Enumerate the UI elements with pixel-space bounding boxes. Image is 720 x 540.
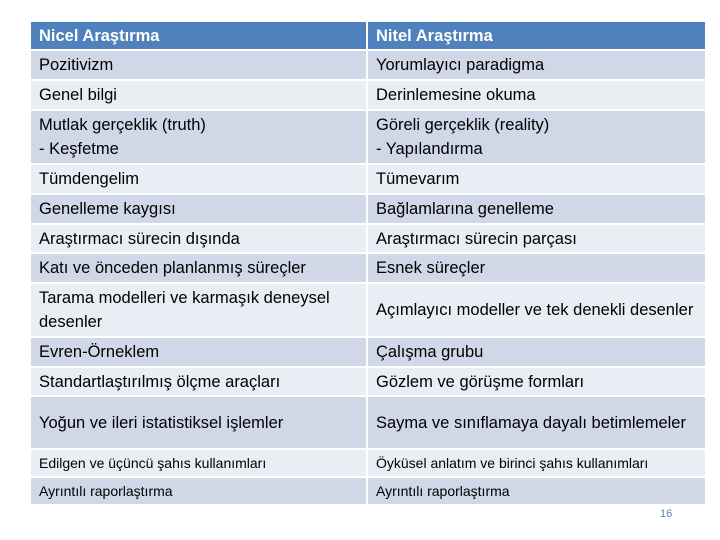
table-cell: Çalışma grubu <box>368 338 705 366</box>
table-cell: Gözlem ve görüşme formları <box>368 368 705 395</box>
table-cell: Göreli gerçeklik (reality) - Yapılandırma <box>368 111 705 163</box>
table-cell: Tümevarım <box>368 165 705 193</box>
table-row <box>31 81 705 111</box>
table-header-row <box>31 22 705 51</box>
table-row <box>31 51 705 81</box>
table-row <box>31 254 705 284</box>
table-cell: Esnek süreçler <box>368 254 705 282</box>
table-cell: Standartlaştırılmış ölçme araçları <box>31 368 368 395</box>
table-cell: Öyküsel anlatım ve birinci şahıs kullanımları <box>368 450 705 476</box>
table-cell: Edilgen ve üçüncü şahıs kullanımları <box>31 450 368 476</box>
table-row <box>31 111 705 165</box>
table-cell: Katı ve önceden planlanmış süreçler <box>31 254 368 282</box>
table-row <box>31 284 705 338</box>
table-cell: Tarama modelleri ve karmaşık deneysel desenler <box>31 284 368 336</box>
table-cell: Yorumlayıcı paradigma <box>368 51 705 79</box>
table-cell: Genelleme kaygısı <box>31 195 368 223</box>
table-cell: Sayma ve sınıflamaya dayalı betimlemeler <box>368 397 705 448</box>
table-cell: Ayrıntılı raporlaştırma <box>368 478 705 504</box>
table-row <box>31 397 705 450</box>
header-cell-quantitative: Nicel Araştırma <box>31 22 368 49</box>
table-row <box>31 195 705 225</box>
comparison-table <box>31 22 705 506</box>
table-cell: Mutlak gerçeklik (truth) - Keşfetme <box>31 111 368 163</box>
table-cell: Açımlayıcı modeller ve tek denekli desenler <box>368 284 705 336</box>
table-cell: Bağlamlarına genelleme <box>368 195 705 223</box>
table-cell: Yoğun ve ileri istatistiksel işlemler <box>31 397 368 448</box>
table-cell: Derinlemesine okuma <box>368 81 705 109</box>
table-cell: Araştırmacı sürecin parçası <box>368 225 705 252</box>
page-number: 16 <box>660 508 673 520</box>
table-cell: Evren-Örneklem <box>31 338 368 366</box>
table-row <box>31 450 705 478</box>
table-row <box>31 478 705 506</box>
table-row <box>31 368 705 397</box>
table-row <box>31 165 705 195</box>
header-cell-qualitative: Nitel Araştırma <box>368 22 705 49</box>
table-cell: Araştırmacı sürecin dışında <box>31 225 368 252</box>
table-cell: Pozitivizm <box>31 51 368 79</box>
table-row <box>31 225 705 254</box>
table-cell: Ayrıntılı raporlaştırma <box>31 478 368 504</box>
table-row <box>31 338 705 368</box>
table-cell: Genel bilgi <box>31 81 368 109</box>
table-cell: Tümdengelim <box>31 165 368 193</box>
